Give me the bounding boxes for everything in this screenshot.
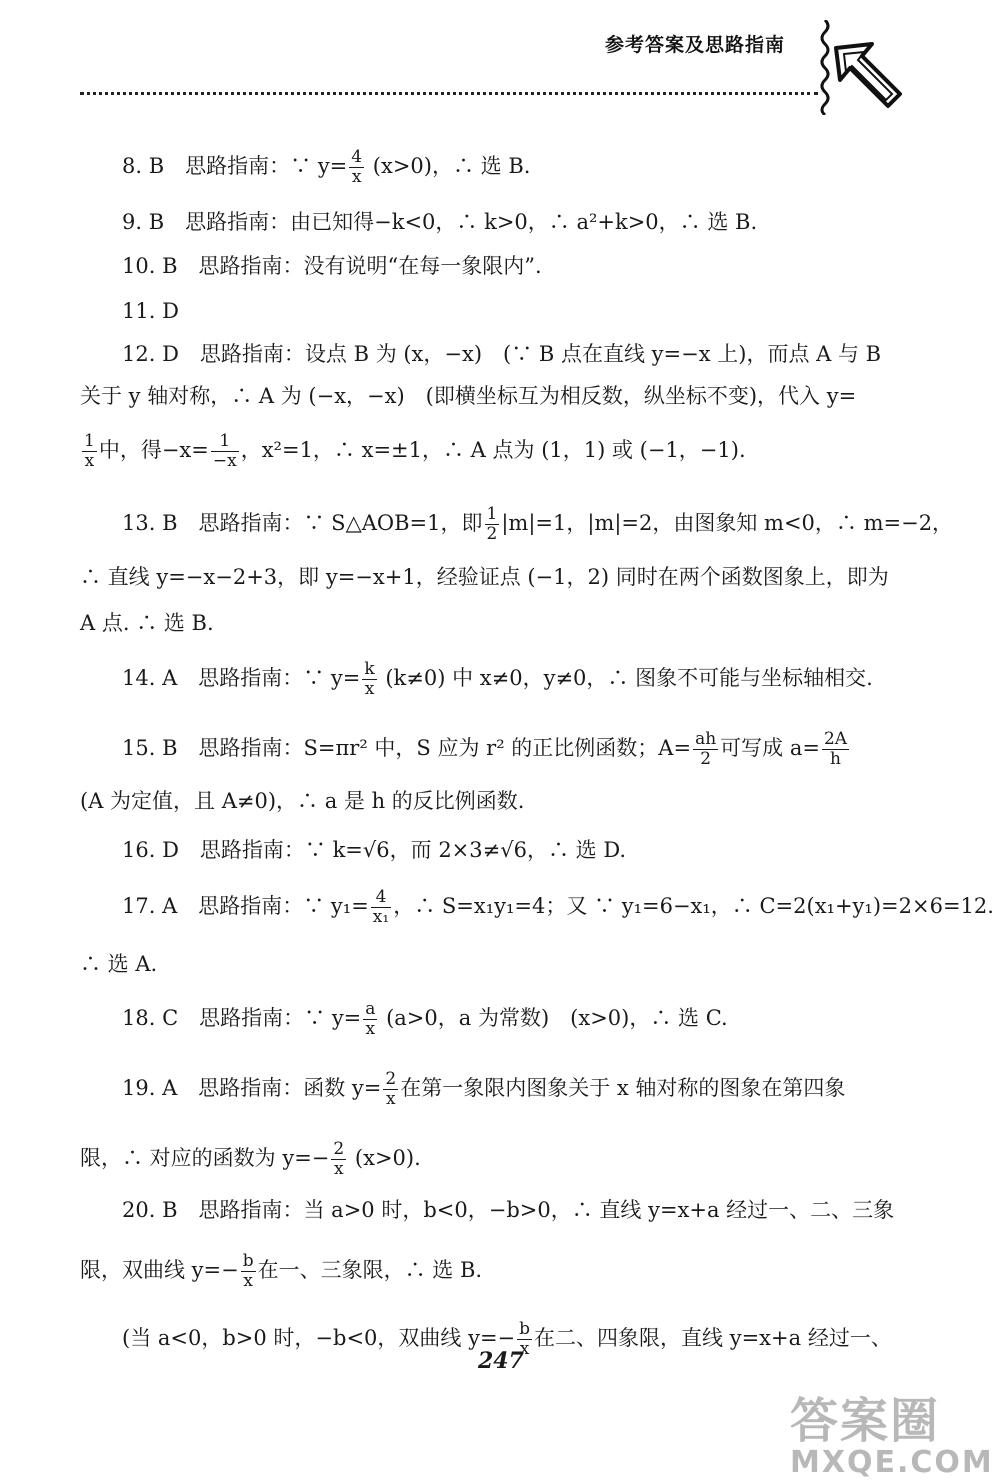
fraction: $\frac{b}{x}$: [519, 1319, 531, 1359]
fraction: $\frac{a}{x}$: [365, 999, 376, 1039]
fraction: $\frac{1}{x}$: [84, 431, 95, 471]
wavy-border-decoration: [818, 20, 832, 115]
answer-9: 9. B 思路指南：由已知得−k<0，∴ k>0，∴ a²+k>0，∴ 选 B.: [122, 210, 758, 234]
answer-20-line-2: 限，双曲线 y=− $\frac{b}{x}$ 在一、三象限，∴ 选 B.: [80, 1251, 483, 1291]
fraction: $\frac{4}{\text{x₁}}$: [372, 887, 390, 927]
answer-8: 8. B 思路指南：∵ y= $\frac{4}{x}$ (x>0)，∴ 选 B.: [122, 147, 531, 187]
fraction: $\frac{4}{x}$: [351, 147, 363, 187]
answer-12-line-3: $\frac{1}{x}$ 中，得−x= $\frac{1}{-x}$ ，x²=1，∴ x=±1，∴ A 点为 (1，1) 或 (−1，−1).: [84, 431, 746, 471]
header-dotted-rule: [80, 92, 818, 95]
watermark-url-text: MXQE.COM: [790, 1445, 994, 1480]
answer-10: 10. B 思路指南：没有说明“在每一象限内”.: [122, 254, 542, 278]
fraction: $\frac{2}{x}$: [385, 1069, 397, 1109]
fraction: $\frac{2}{x}$: [333, 1139, 345, 1179]
answer-17-line-2: ∴ 选 A.: [80, 952, 158, 976]
fraction: $\frac{2A}{h}$: [823, 729, 848, 769]
answer-13-line-2: ∴ 直线 y=−x−2+3，即 y=−x+1，经验证点 (−1，2) 同时在两个函数图象上，即为: [80, 565, 889, 589]
answer-14: 14. A 思路指南：∵ y= $\frac{k}{x}$ (k≠0) 中 x≠0，y≠0，∴ 图象不可能与坐标轴相交.: [122, 659, 873, 699]
fraction: $\frac{1}{2}$: [486, 504, 498, 544]
page-number: 247: [478, 1348, 524, 1374]
answer-12-line-2: 关于 y 轴对称，∴ A 为 (−x，−x) (即横坐标互为相反数，纵坐标不变)，代入 y=: [80, 384, 857, 408]
watermark-main-text: 答案圈: [790, 1393, 941, 1449]
answer-11: 11. D: [122, 299, 179, 323]
arrow-icon: [832, 40, 904, 112]
answer-19-line-1: 19. A 思路指南：函数 y= $\frac{2}{x}$ 在第一象限内图象关于 x 轴对称的图象在第四象: [122, 1069, 846, 1109]
fraction: $\frac{k}{x}$: [364, 659, 375, 699]
watermark-logo: [790, 1395, 994, 1479]
fraction: $\frac{ah}{2}$: [695, 729, 717, 769]
answer-13-line-3: A 点. ∴ 选 B.: [80, 611, 214, 635]
fraction: $\frac{b}{x}$: [242, 1251, 254, 1291]
answer-16: 16. D 思路指南：∵ k=√6，而 2×3≠√6，∴ 选 D.: [122, 838, 627, 862]
answer-13-line-1: 13. B 思路指南：∵ S△AOB=1，即 $\frac{1}{2}$ |m|=1，|m|=2，由图象知 m<0，∴ m=−2，: [122, 504, 954, 544]
answer-20-line-3: (当 a<0，b>0 时，−b<0，双曲线 y=− $\frac{b}{x}$ 在二、四象限，直线 y=x+a 经过一、: [122, 1319, 892, 1359]
answer-12-line-1: 12. D 思路指南：设点 B 为 (x，−x) (∵ B 点在直线 y=−x 上)，而点 A 与 B: [122, 342, 882, 366]
answer-18: 18. C 思路指南：∵ y= $\frac{a}{x}$ (a>0，a 为常数) (x>0)，∴ 选 C.: [122, 999, 728, 1039]
answer-19-line-2: 限，∴ 对应的函数为 y=− $\frac{2}{x}$ (x>0).: [80, 1139, 421, 1179]
answer-15-line-2: (A 为定值，且 A≠0)，∴ a 是 h 的反比例函数.: [80, 789, 525, 813]
answer-17-line-1: 17. A 思路指南：∵ y₁= $\frac{4}{\text{x₁}}$ ，∴ S=x₁y₁=4；又 ∵ y₁=6−x₁，∴ C=2(x₁+y₁)=2×6=12.: [122, 887, 994, 927]
answer-20-line-1: 20. B 思路指南：当 a>0 时，b<0，−b>0，∴ 直线 y=x+a 经过一、二、三象: [122, 1198, 895, 1222]
fraction: $\frac{1}{-x}$: [212, 431, 237, 471]
answer-15-line-1: 15. B 思路指南：S=πr² 中，S 应为 r² 的正比例函数；A= $\frac{ah}{2}$ 可写成 a= $\frac{2A}{h}$: [122, 729, 848, 769]
running-header-title: 参考答案及思路指南: [605, 34, 786, 56]
